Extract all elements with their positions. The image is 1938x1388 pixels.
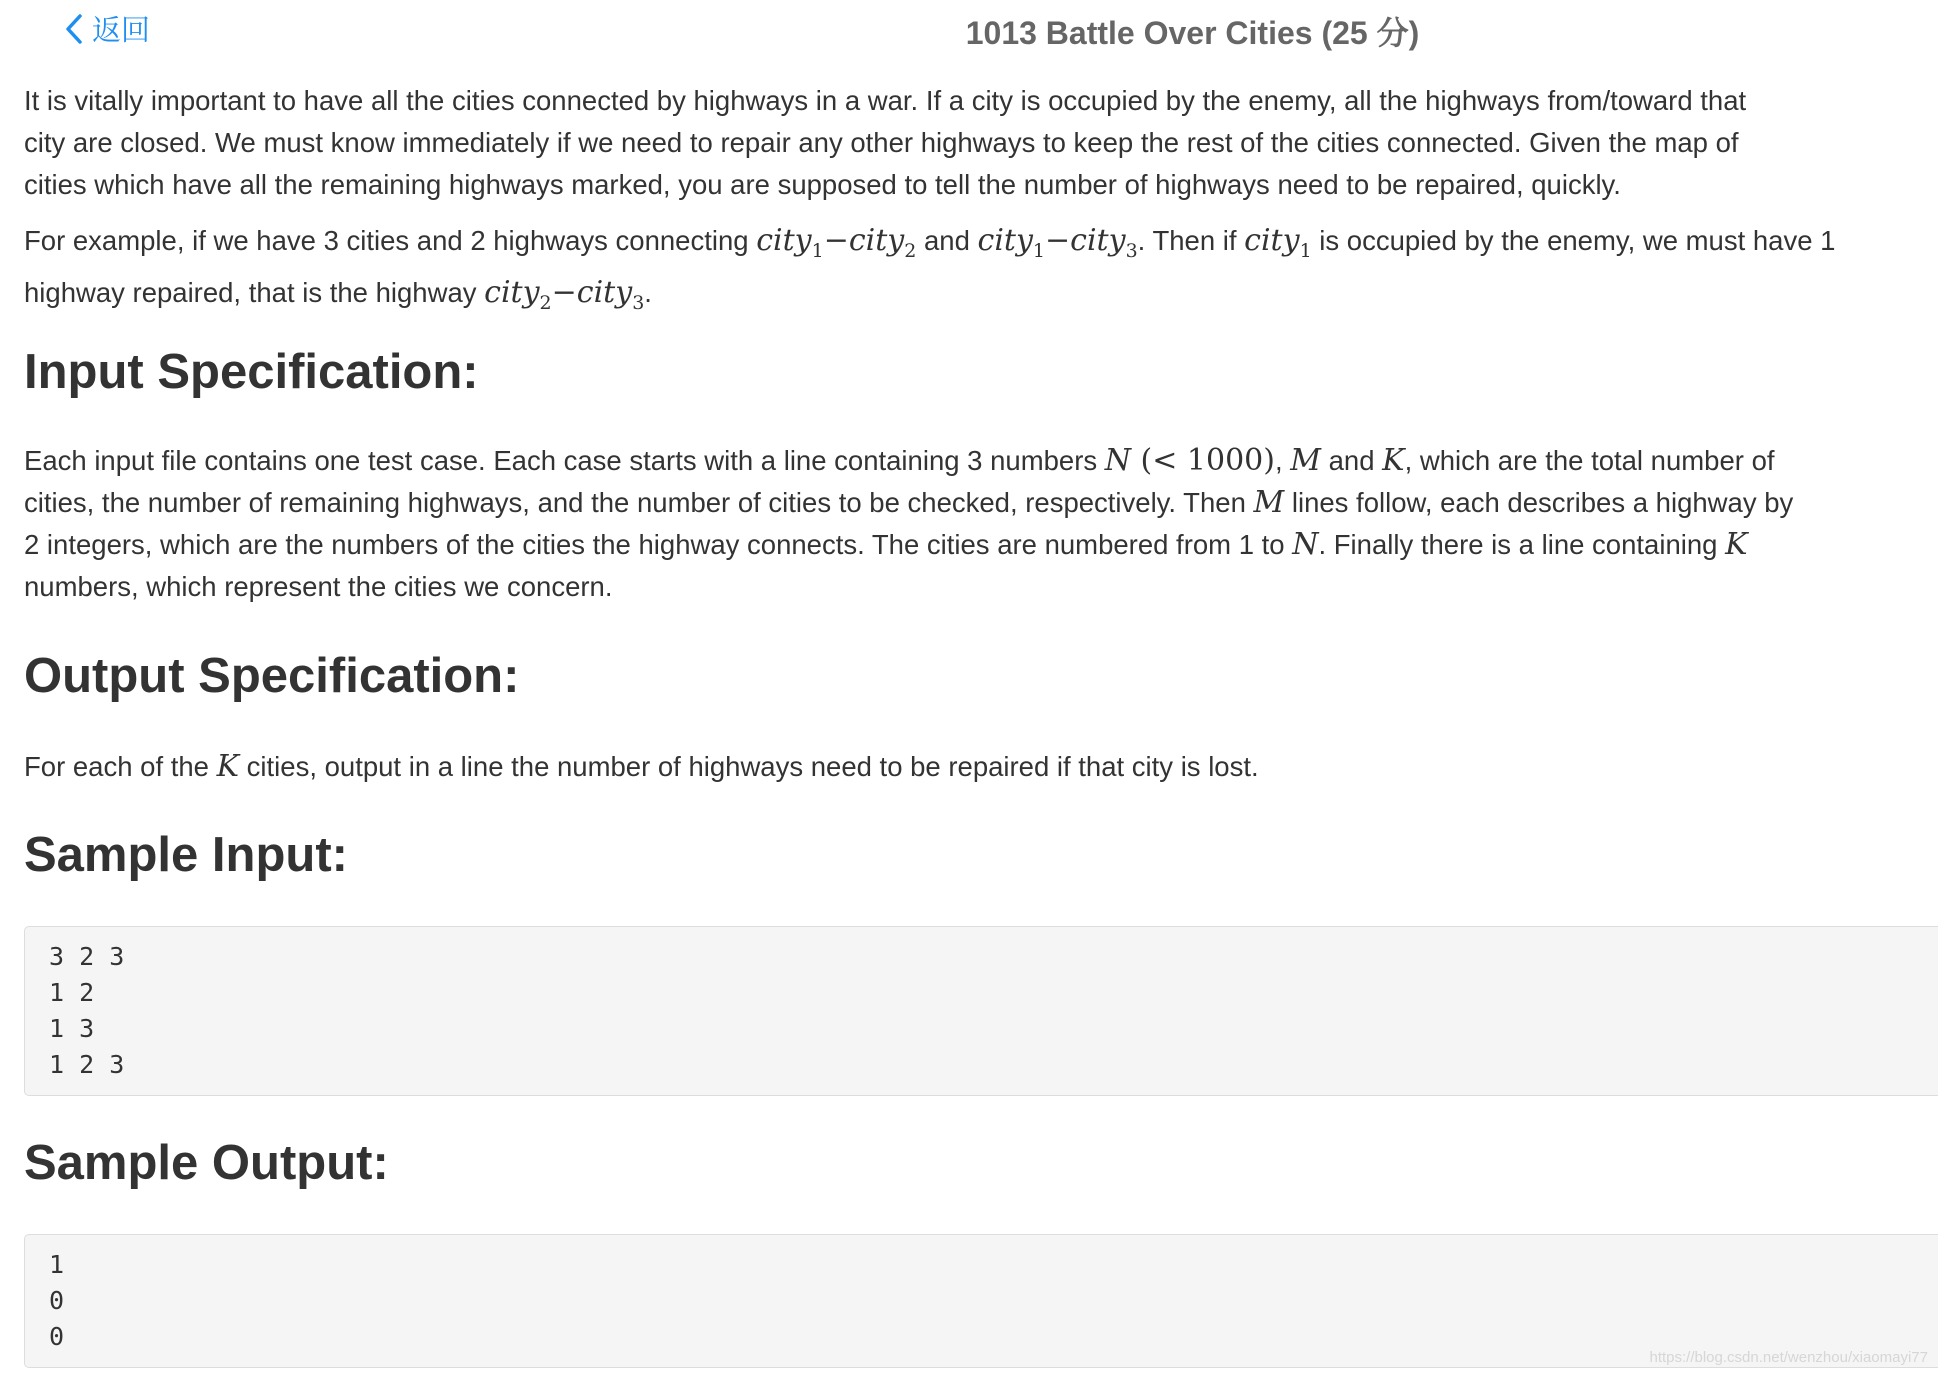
math-k: K xyxy=(1382,443,1405,478)
description-paragraph xyxy=(24,80,1746,206)
input-spec-text: , which are the total number of xyxy=(1404,445,1775,476)
example-text: . xyxy=(644,277,652,308)
sample-output-code[interactable]: 1 0 0 xyxy=(24,1234,1938,1368)
example-text: For example, if we have 3 cities and 2 highways connecting xyxy=(24,225,757,256)
example-text: . Then if xyxy=(1137,225,1245,256)
page-title: 1013 Battle Over Cities (25 分) xyxy=(965,15,1420,51)
chevron-left-icon xyxy=(64,13,84,45)
input-spec-text: Each input file contains one test case. Each case starts with a line containing 3 numbers xyxy=(24,445,1105,476)
example-text: highway repaired, that is the highway xyxy=(24,277,485,308)
description-line: It is vitally important to have all the cities connected by highways in a war. If a city is occupied by the enemy, all the highways from/toward that xyxy=(24,85,1747,116)
output-spec-text: For each of the xyxy=(24,751,217,782)
input-spec-text: cities, the number of remaining highways, and the number of cities to be checked, respectively. Then xyxy=(24,487,1254,518)
output-spec-heading: Output Specification: xyxy=(24,649,520,703)
description-line: city are closed. We must know immediately if we need to repair any other highways to keep the rest of the cities connected. Given the map of xyxy=(24,127,1739,158)
output-spec-paragraph xyxy=(24,746,1259,788)
math-n: N xyxy=(1292,527,1319,562)
input-spec-text: , xyxy=(1274,445,1291,476)
top-bar xyxy=(0,0,1938,56)
input-spec-text: lines follow, each describes a highway by xyxy=(1284,487,1794,518)
input-spec-text: and xyxy=(1320,445,1383,476)
math-city1-city3: city$_1$−city$_3$ xyxy=(977,223,1138,262)
back-label: 返回 xyxy=(92,15,151,47)
description-line: cities which have all the remaining highways marked, you are supposed to tell the number of highways need to be repaired, quickly. xyxy=(24,169,1621,200)
example-paragraph xyxy=(24,220,1835,324)
sample-output-heading: Sample Output: xyxy=(24,1136,389,1190)
input-spec-text: numbers, which represent the cities we concern. xyxy=(24,571,613,602)
input-spec-text: . Finally there is a line containing xyxy=(1318,529,1726,560)
input-spec-paragraph xyxy=(24,440,1793,608)
math-city1-city2: city$_1$−city$_2$ xyxy=(756,223,917,262)
math-city2-city3: city$_2$−city$_3$ xyxy=(484,275,645,314)
math-n-bound: N (< 1000) xyxy=(1104,443,1275,478)
input-spec-text: 2 integers, which are the numbers of the cities the highway connects. The cities are numbered from 1 to xyxy=(24,529,1293,560)
sample-input-code[interactable]: 3 2 3 1 2 1 3 1 2 3 xyxy=(24,926,1938,1096)
back-button[interactable] xyxy=(64,8,150,49)
math-m: M xyxy=(1290,443,1321,478)
watermark: https://blog.csdn.net/wenzhou/xiaomayi77 xyxy=(1649,1349,1928,1366)
math-m: M xyxy=(1253,485,1285,520)
math-city1: city$_1$ xyxy=(1244,223,1312,262)
example-text: is occupied by the enemy, we must have 1 xyxy=(1311,225,1836,256)
input-spec-heading: Input Specification: xyxy=(24,345,479,399)
example-text: and xyxy=(916,225,978,256)
math-k: K xyxy=(1725,527,1748,562)
math-k: K xyxy=(216,749,240,784)
output-spec-text: cities, output in a line the number of highways need to be repaired if that city is lost. xyxy=(239,751,1259,782)
sample-input-heading: Sample Input: xyxy=(24,828,348,882)
